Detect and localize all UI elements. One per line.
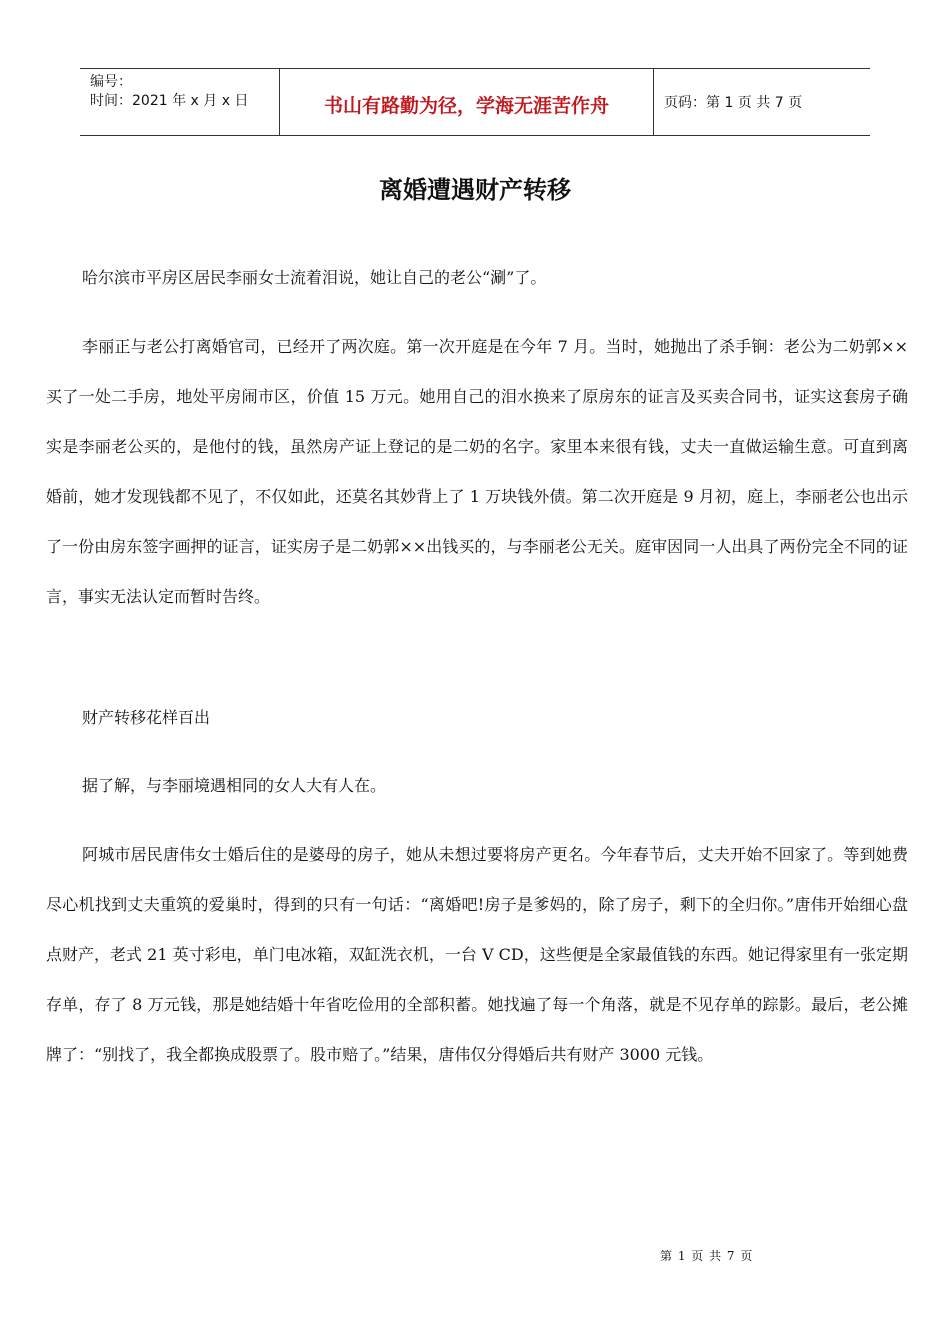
header-page-indicator: 页码：第 1 页 共 7 页: [664, 95, 803, 111]
paragraph-summary: 据了解，与李丽境遇相同的女人大有人在。: [82, 776, 387, 795]
header-table: [80, 68, 870, 136]
section-heading: 财产转移花样百出: [82, 708, 211, 727]
document-title: 离婚遭遇财产转移: [379, 176, 571, 204]
footer-page-number: 第 1 页 共 7 页: [660, 1249, 754, 1263]
paragraph-case-li-li: 李丽正与老公打离婚官司，已经开了两次庭。第一次开庭是在今年 7 月。当时，她抛出了杀手锏：老公为二奶郭××买了一处二手房，地处平房闹市区，价值 15 万元。她用自己的泪水换来了原房东的证言及买卖合同书，证实这套房子确实是李丽老公买的，是他付的钱，虽然房产证上登记的是二奶的名字。家里本来很有钱，丈夫一直做运输生意。可直到离婚前，她才发现钱都不见了，不仅如此，还莫名其妙背上了 1 万块钱外债。第二次开庭是 9 月初，庭上，李丽老公也出示了一份由房东签字画押的证言，证实房子是二奶郭××出钱买的，与李丽老公无关。庭审因同一人出具了两份完全不同的证言，事实无法认定而暂时告终。: [46, 337, 908, 606]
header-motto: 书山有路勤为径，学海无涯苦作舟: [280, 69, 654, 135]
document-date-label: 时间：2021 年 x 月 x 日: [90, 93, 249, 109]
document-number-label: 编号：: [90, 74, 132, 90]
header-meta-cell: [80, 69, 280, 135]
paragraph-intro: 哈尔滨市平房区居民李丽女士流着泪说，她让自己的老公“涮”了。: [82, 268, 547, 287]
paragraph-case-tang-wei: 阿城市居民唐伟女士婚后住的是婆母的房子，她从未想过要将房产更名。今年春节后，丈夫开始不回家了。等到她费尽心机找到丈夫重筑的爱巢时，得到的只有一句话：“离婚吧!房子是爹妈的，除了房子，剩下的全归你。”唐伟开始细心盘点财产，老式 21 英寸彩电，单门电冰箱，双缸洗衣机，一台 V CD，这些便是全家最值钱的东西。她记得家里有一张定期存单，存了 8 万元钱，那是她结婚十年省吃俭用的全部积蓄。她找遍了每一个角落，就是不见存单的踪影。最后，老公摊牌了：“别找了，我全都换成股票了。股市赔了。”结果，唐伟仅分得婚后共有财产 3000 元钱。: [46, 845, 908, 1064]
